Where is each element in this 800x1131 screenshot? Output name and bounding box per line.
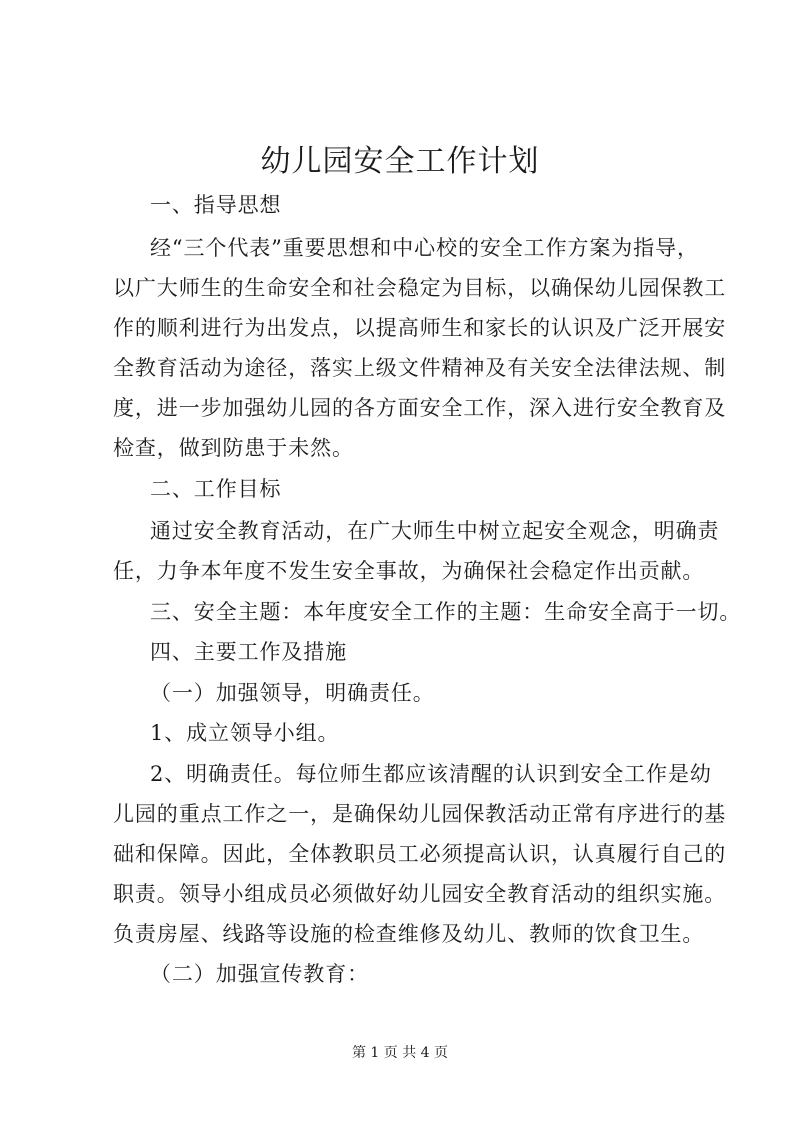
paragraph-line: 经“三个代表”重要思想和中心校的安全工作方案为指导， [150, 236, 699, 260]
paragraph-line: 检查，做到防患于未然。 [113, 436, 354, 460]
page-footer: 第 1 页 共 4 页 [351, 1045, 449, 1061]
subsection-heading-2: （二）加强宣传教育： [150, 962, 369, 986]
section-heading-2: 二、工作目标 [150, 477, 282, 501]
paragraph-line: 作的顺利进行为出发点，以提高师生和家长的认识及广泛开展安 [113, 316, 727, 340]
list-item: 1、成立领导小组。 [150, 721, 340, 745]
list-item: 2、明确责任。每位师生都应该清醒的认识到安全工作是幼 [150, 762, 712, 786]
paragraph-line: 负责房屋、线路等设施的检查维修及幼儿、教师的饮食卫生。 [113, 922, 705, 946]
paragraph-line: 通过安全教育活动，在广大师生中树立起安全观念，明确责 [150, 519, 720, 543]
paragraph-line: 全教育活动为途径，落实上级文件精神及有关安全法律法规、制 [113, 356, 727, 380]
subsection-heading-1: （一）加强领导，明确责任。 [150, 681, 435, 705]
paragraph-line: 础和保障。因此，全体教职员工必须提高认识，认真履行自己的 [113, 842, 727, 866]
section-heading-1: 一、指导思想 [150, 193, 282, 217]
paragraph-line: 儿园的重点工作之一，是确保幼儿园保教活动正常有序进行的基 [113, 802, 727, 826]
paragraph-line: 任，力争本年度不发生安全事故，为确保社会稳定作出贡献。 [113, 559, 705, 583]
section-heading-4: 四、主要工作及措施 [150, 640, 348, 664]
paragraph-line: 以广大师生的生命安全和社会稳定为目标，以确保幼儿园保教工 [113, 276, 727, 300]
section-heading-3: 三、安全主题：本年度安全工作的主题：生命安全高于一切。 [150, 600, 742, 624]
paragraph-line: 度，进一步加强幼儿园的各方面安全工作，深入进行安全教育及 [113, 396, 727, 420]
document-title: 幼儿园安全工作计划 [260, 144, 540, 179]
paragraph-line: 职责。领导小组成员必须做好幼儿园安全教育活动的组织实施。 [113, 882, 727, 906]
